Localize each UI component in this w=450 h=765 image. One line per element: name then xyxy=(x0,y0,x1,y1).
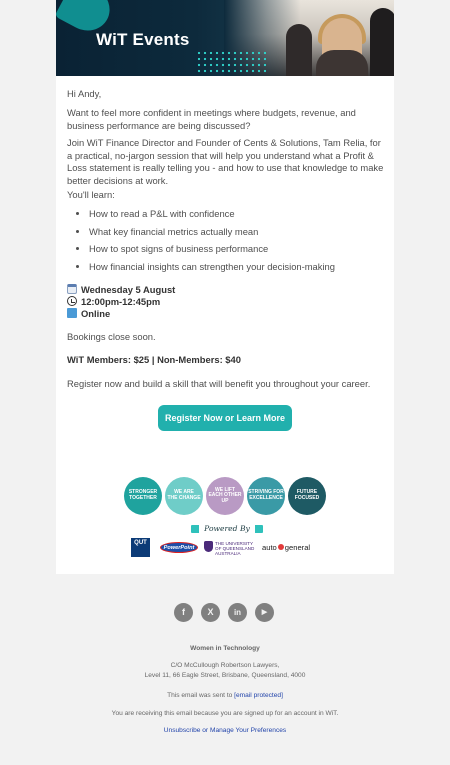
facebook-icon[interactable]: f xyxy=(174,603,193,622)
social-links xyxy=(174,603,276,623)
email-card xyxy=(56,0,394,574)
footer-address-line1: C/O McCullough Robertson Lawyers, xyxy=(170,662,280,669)
banner-title: WiT Events xyxy=(96,30,190,49)
email-address-link[interactable]: [email protected] xyxy=(234,692,283,699)
event-date: Wednesday 5 August xyxy=(67,284,175,296)
event-banner xyxy=(56,0,394,76)
clock-icon xyxy=(67,296,77,306)
learn-list xyxy=(79,208,379,278)
list-item: • How to spot signs of business performance xyxy=(89,243,379,261)
powerpoint-logo: PowerPoint xyxy=(160,542,198,553)
sponsor-logos xyxy=(131,538,331,558)
pricing: WiT Members: $25 | Non-Members: $40 xyxy=(67,354,241,365)
bookings-close: Bookings close soon. xyxy=(67,331,156,342)
register-button[interactable]: Register Now or Learn More xyxy=(158,405,292,431)
body-paragraph: Join WiT Finance Director and Founder of Cents & Solutions, Tam Relia, for a practical, no-jargon session that will help you understand what a Profit & Loss statement is really telling you - and how to use that knowledge to make better decisions at work. xyxy=(67,137,384,186)
youtube-icon[interactable]: ▶ xyxy=(255,603,274,622)
linkedin-icon[interactable]: in xyxy=(228,603,247,622)
value-badge: WE ARE THE CHANGE xyxy=(165,477,203,515)
footer-sent-to: This email was sent to [email protected] xyxy=(167,692,283,699)
dot-pattern xyxy=(196,50,266,74)
uq-crest-icon xyxy=(204,541,213,552)
values-badges xyxy=(124,477,326,515)
value-badge: STRIVING FOR EXCELLENCE xyxy=(247,477,285,515)
greeting: Hi Andy, xyxy=(67,88,102,99)
footer-reason: You are receiving this email because you are signed up for an account in WiT. xyxy=(111,710,339,717)
closing-paragraph: Register now and build a skill that will benefit you throughout your career. xyxy=(67,378,371,389)
footer-address-line2: Level 11, 66 Eagle Street, Brisbane, Queensland, 4000 xyxy=(144,672,306,679)
value-badge: STRONGER TOGETHER xyxy=(124,477,162,515)
autogeneral-logo: auto general xyxy=(262,543,311,552)
autogeneral-dot-icon xyxy=(278,544,284,550)
event-time: 12:00pm-12:45pm xyxy=(67,296,160,308)
photo-person xyxy=(316,50,368,76)
powered-by-label: Powered By xyxy=(191,522,263,536)
learn-heading: You'll learn: xyxy=(67,189,115,200)
value-badge: FUTURE FOCUSED xyxy=(288,477,326,515)
list-item: • How to read a P&L with confidence xyxy=(89,208,379,226)
list-item: • What key financial metrics actually mean xyxy=(89,226,379,244)
value-badge: WE LIFT EACH OTHER UP xyxy=(206,477,244,515)
x-icon[interactable]: X xyxy=(201,603,220,622)
photo-person xyxy=(370,8,394,76)
uq-logo: THE UNIVERSITY OF QUEENSLAND AUSTRALIA xyxy=(204,540,256,555)
list-item: • How financial insights can strengthen your decision-making xyxy=(89,261,379,279)
unsubscribe-link[interactable]: Unsubscribe or Manage Your Preferences xyxy=(163,727,287,734)
qut-logo: QUT xyxy=(131,538,150,557)
intro-paragraph: Want to feel more confident in meetings where budgets, revenue, and business performance are being discussed? xyxy=(67,107,356,131)
calendar-icon xyxy=(67,284,77,294)
photo-person xyxy=(286,24,312,76)
event-location: Online xyxy=(67,308,110,320)
footer-org: Women in Technology xyxy=(190,645,260,652)
book-icon xyxy=(67,308,77,318)
